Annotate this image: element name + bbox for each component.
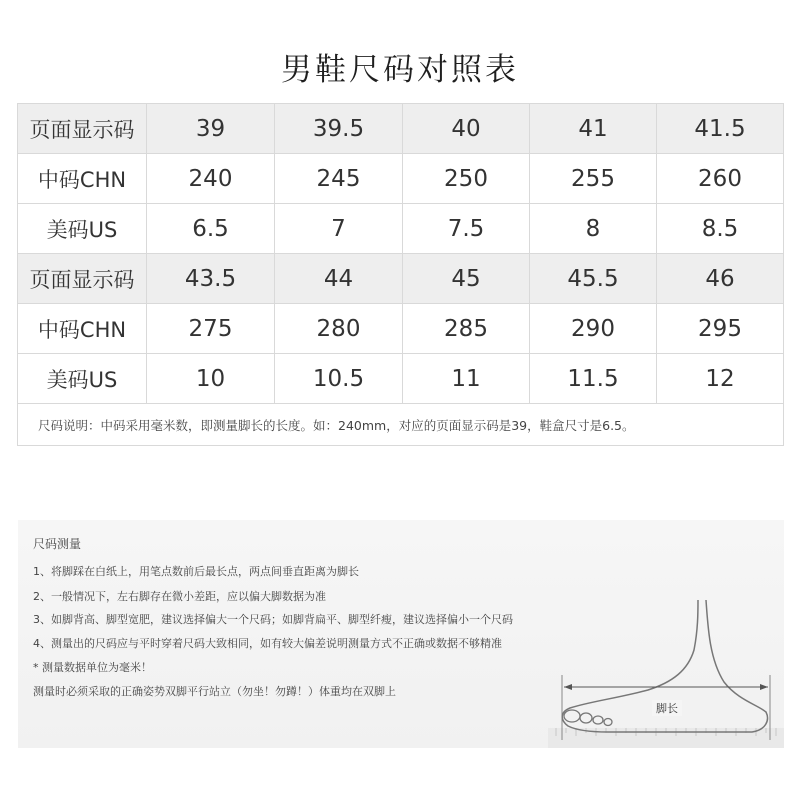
size-chart-table <box>17 103 784 446</box>
size-cell: 10 <box>147 354 275 404</box>
row-label: 美码US <box>18 204 147 254</box>
size-cell: 275 <box>147 304 275 354</box>
measure-line: 测量时必须采取的正确姿势双脚平行站立（勿坐！勿蹲！）体重均在双脚上 <box>33 685 396 698</box>
measure-line: 1、将脚踩在白纸上，用笔点数前后最长点，两点间垂直距离为脚长 <box>33 565 359 578</box>
size-cell: 8 <box>530 204 657 254</box>
size-cell: 11 <box>403 354 530 404</box>
size-row <box>18 254 784 304</box>
arrow-head-right <box>760 684 768 690</box>
size-cell: 39.5 <box>275 104 403 154</box>
foot-length-label: 脚长 <box>656 702 678 715</box>
size-row <box>18 104 784 154</box>
size-cell: 11.5 <box>530 354 657 404</box>
page-title: 男鞋尺码对照表 <box>281 52 519 88</box>
measure-title: 尺码测量 <box>33 537 82 551</box>
size-cell: 285 <box>403 304 530 354</box>
size-row <box>18 354 784 404</box>
size-cell: 40 <box>403 104 530 154</box>
size-cell: 8.5 <box>657 204 784 254</box>
size-cell: 41.5 <box>657 104 784 154</box>
size-cell: 46 <box>657 254 784 304</box>
size-cell: 280 <box>275 304 403 354</box>
size-row <box>18 204 784 254</box>
size-cell: 255 <box>530 154 657 204</box>
row-label: 页面显示码 <box>18 254 147 304</box>
size-cell: 6.5 <box>147 204 275 254</box>
size-note: 尺码说明：中码采用毫米数，即测量脚长的长度。如：240mm，对应的页面显示码是39，鞋盒尺寸是6.5。 <box>18 404 784 446</box>
size-cell: 290 <box>530 304 657 354</box>
row-label: 美码US <box>18 354 147 404</box>
size-cell: 41 <box>530 104 657 154</box>
size-cell: 260 <box>657 154 784 204</box>
size-cell: 7.5 <box>403 204 530 254</box>
row-label: 中码CHN <box>18 304 147 354</box>
size-cell: 12 <box>657 354 784 404</box>
size-cell: 39 <box>147 104 275 154</box>
size-cell: 240 <box>147 154 275 204</box>
size-row <box>18 304 784 354</box>
toes <box>564 710 612 726</box>
foot-measure-illustration <box>548 590 784 748</box>
size-cell: 295 <box>657 304 784 354</box>
note-row <box>18 404 784 446</box>
size-cell: 44 <box>275 254 403 304</box>
size-row <box>18 154 784 204</box>
measure-line: 3、如脚背高、脚型宽肥，建议选择偏大一个尺码；如脚背扁平、脚型纤瘦，建议选择偏小一个尺码 <box>33 613 513 626</box>
size-cell: 250 <box>403 154 530 204</box>
size-cell: 43.5 <box>147 254 275 304</box>
row-label: 页面显示码 <box>18 104 147 154</box>
size-cell: 45 <box>403 254 530 304</box>
measure-line: 4、测量出的尺码应与平时穿着尺码大致相同，如有较大偏差说明测量方式不正确或数据不够精准 <box>33 637 502 650</box>
row-label: 中码CHN <box>18 154 147 204</box>
measure-line: 2、一般情况下，左右脚存在微小差距，应以偏大脚数据为准 <box>33 590 326 603</box>
size-cell: 10.5 <box>275 354 403 404</box>
measure-line: * 测量数据单位为毫米！ <box>33 661 152 674</box>
measurement-guide-panel <box>18 520 784 748</box>
size-cell: 7 <box>275 204 403 254</box>
size-cell: 245 <box>275 154 403 204</box>
size-cell: 45.5 <box>530 254 657 304</box>
arrow-head-left <box>564 684 572 690</box>
